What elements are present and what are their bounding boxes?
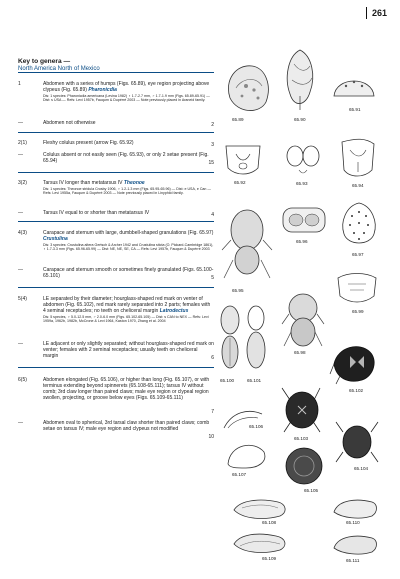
figure-label-65-99: 65.99	[352, 309, 364, 314]
couplet-text: Abdomen oval to spherical, 3rd tarsal claw shorter than paired claws; comb setae on tarsus IV; male eye region and clypeus not modified	[43, 420, 210, 432]
figure-65-109	[230, 528, 290, 554]
figure-65-90	[280, 46, 320, 116]
couplet-divider	[18, 287, 214, 288]
figure-label-65-105: 65.105	[304, 488, 319, 493]
figure-65-108	[230, 494, 290, 520]
couplet-text: Tarsus IV equal to or shorter than metatarsus IV	[43, 210, 150, 216]
figure-label-65-110: 65.110	[346, 520, 360, 525]
figure-65-110	[330, 494, 380, 520]
couplet-divider	[18, 132, 214, 133]
go-to-couplet: 10	[208, 434, 214, 440]
go-to-couplet: 7	[211, 409, 214, 415]
genus-name: Theonoe	[123, 180, 145, 186]
figure-65-101	[244, 300, 268, 376]
figure-label-65-97: 65.97	[352, 252, 364, 257]
couplet-number: 1	[18, 81, 21, 87]
figure-label-65-98: 65.98	[294, 350, 306, 355]
figure-label-65-96: 65.96	[296, 239, 308, 244]
genus-note: Dis: 3 species: Crustulina altera Gertsch & Archer 1942 and Crustulina sticta (O. Pickard-Cambridge 1861), ♀ 1.7-3.3 mm (Figs. 65.96-65.99) — Dist: NE, NE, SE, CA — Refs: Levi 1957b, Fauqum & Dupérré 2003	[43, 242, 214, 251]
key-entry-6	[18, 377, 214, 415]
couplet-text: Abdomen elongated (Fig. 65.106), or higher than long (Fig. 65.107), or with terminus extending beyond spinnerets (65.108-65.111); tarsus IV without comb; 3rd claw longer than paired claws; male eye region or clypeal region swollen, projecting, or groove below eyes (Figs. 65.109-65.111)	[43, 377, 210, 401]
figure-65-89	[222, 58, 274, 118]
key-entry-4	[18, 230, 214, 266]
couplet-number: 3(2)	[18, 180, 27, 186]
figure-label-65-94: 65.94	[352, 183, 364, 188]
figure-label-65-111: 65.111	[346, 558, 360, 563]
figure-label-65-92: 65.92	[234, 180, 246, 185]
figure-65-98	[282, 290, 324, 350]
figure-65-111	[330, 530, 380, 556]
figure-label-65-103: 65.103	[294, 436, 309, 441]
couplet-text: Carapace and sternum with large, dumbbell-shaped granulations (Fig. 65.97)	[43, 230, 214, 236]
key-subtitle: North America North of Mexico	[18, 66, 214, 73]
figure-65-106	[222, 398, 266, 438]
figure-65-93	[282, 138, 324, 178]
figure-65-94	[336, 136, 380, 180]
key-entry-4b	[18, 267, 214, 281]
figure-65-104	[334, 418, 380, 464]
go-to-couplet: 5	[211, 275, 214, 281]
key-entry-2	[18, 140, 214, 148]
go-to-couplet: 3	[211, 142, 214, 148]
figure-label-65-104: 65.104	[354, 466, 369, 471]
go-to-couplet: 6	[211, 355, 214, 361]
genus-name: Crustulina	[43, 236, 68, 242]
couplet-number: 4(3)	[18, 230, 27, 236]
figure-65-95	[222, 200, 272, 284]
figure-65-91	[330, 66, 378, 106]
figure-label-65-95: 65.95	[232, 288, 244, 293]
genus-name: Pharonicdia	[88, 87, 117, 93]
couplet-text: LE adjacent or only slightly separated; without hourglass-shaped red mark on venter; females with 2 seminal receptacles; usually teeth on cheliceral margin	[43, 341, 214, 359]
key-entry-5b	[18, 341, 214, 361]
key-entry-3	[18, 180, 214, 210]
couplet-number: —	[18, 210, 23, 216]
couplet-number: —	[18, 152, 23, 158]
figure-label-65-90: 65.90	[294, 117, 306, 122]
couplet-text: LE separated by their diameter; hourglass-shaped red mark on venter of abdomen (Fig. 65.102), red mark rarely separated into 2 parts; females with 4 seminal receptacles; no teeth on cheliceral margin	[43, 296, 211, 314]
figure-label-65-107: 65.107	[232, 472, 247, 477]
genus-note: Dis: 1 species: Pharonicdia americana (Levina 1982) ♀ 1.7-2.7 mm, ♂ 1.7-1.9 mm (Figs. 65.89-65.91) — Dist: s USA — Refs: Levi 1957b, Fauqum & Dupérré 2003 — Note previously placed in Araneid family.	[43, 93, 210, 102]
couplet-text: Tarsus IV longer than metatarsus IV	[43, 180, 123, 186]
go-to-couplet: 4	[211, 212, 214, 218]
couplet-text: Abdomen with a series of humps (Figs. 65.89), eye region projecting above clypeus (Fig. 65.89)	[43, 81, 210, 93]
figure-65-97	[338, 200, 380, 250]
figure-label-65-101: 65.101	[247, 378, 262, 383]
key-entry-5	[18, 296, 214, 346]
figure-label-65-109: 65.109	[262, 556, 277, 561]
figure-65-102	[330, 338, 380, 386]
couplet-text: Fleshy colulus present (arrow Fig. 65.92)	[43, 140, 134, 146]
couplet-number: —	[18, 267, 23, 273]
figure-65-92	[220, 138, 266, 178]
figure-label-65-106: 65.106	[249, 424, 264, 429]
key-entry-1b	[18, 120, 214, 128]
couplet-number: —	[18, 120, 23, 126]
figure-label-65-93: 65.93	[296, 181, 308, 186]
couplet-text: Colulus absent or not easily seen (Fig. 65.93), or only 2 setae present (Fig. 65.94)	[43, 152, 209, 164]
couplet-number: —	[18, 420, 23, 426]
figure-label-65-108: 65.108	[262, 520, 277, 525]
key-entry-6b	[18, 420, 214, 440]
genus-note: Dis: 5 species, ♀ 5.0-12.5 mm, ♂ 2.0-6.0 mm (Figs. 65.102-65.105) — Dist: s CAN to NEX — Refs: Levi 1959a, 1962b, 1982b, McCrone & Levi 1964, Kaston 1970, Zhang et al. 2004	[43, 314, 209, 323]
figure-65-100	[218, 300, 242, 376]
figure-65-105	[282, 444, 326, 488]
figure-label-65-91: 65.91	[349, 107, 361, 112]
couplet-number: 5(4)	[18, 296, 27, 302]
key-entry-1	[18, 81, 214, 121]
page-number: 261	[372, 8, 388, 18]
couplet-text: Abdomen not otherwise	[43, 120, 96, 126]
figure-65-99	[334, 268, 380, 308]
key-title: Key to genera —	[18, 58, 71, 65]
figure-label-65-100: 65.100	[220, 378, 235, 383]
go-to-couplet: 15	[208, 160, 214, 166]
couplet-number: 2(1)	[18, 140, 27, 146]
figure-65-96	[280, 205, 328, 237]
figure-65-107	[224, 434, 268, 472]
couplet-divider	[18, 367, 214, 368]
figure-65-103	[280, 380, 322, 434]
page-number-rule	[366, 7, 367, 19]
key-entry-2b	[18, 152, 214, 166]
couplet-divider	[18, 172, 214, 173]
figure-label-65-102: 65.102	[349, 388, 364, 393]
genus-note: Dis: 1 species: Theonoe stridula Crosby 1906, ♀ 1.2-1.3 mm (Figs. 65.95-65.96) — Dist: e USA, e Can — Refs: Levi 1955a, Fauqum & Dupérré 2003 — Note previously placed in Linyphiid family.	[43, 186, 212, 195]
couplet-text: Carapace and sternum smooth or sometimes finely granulated (Figs. 65.100-65.101)	[43, 267, 214, 279]
figure-label-65-89: 65.89	[232, 117, 244, 122]
key-entry-3b	[18, 210, 214, 218]
genus-name: Latrodectus	[159, 308, 189, 314]
couplet-number: —	[18, 341, 23, 347]
couplet-divider	[18, 221, 214, 222]
go-to-couplet: 2	[211, 122, 214, 128]
couplet-number: 6(5)	[18, 377, 27, 383]
